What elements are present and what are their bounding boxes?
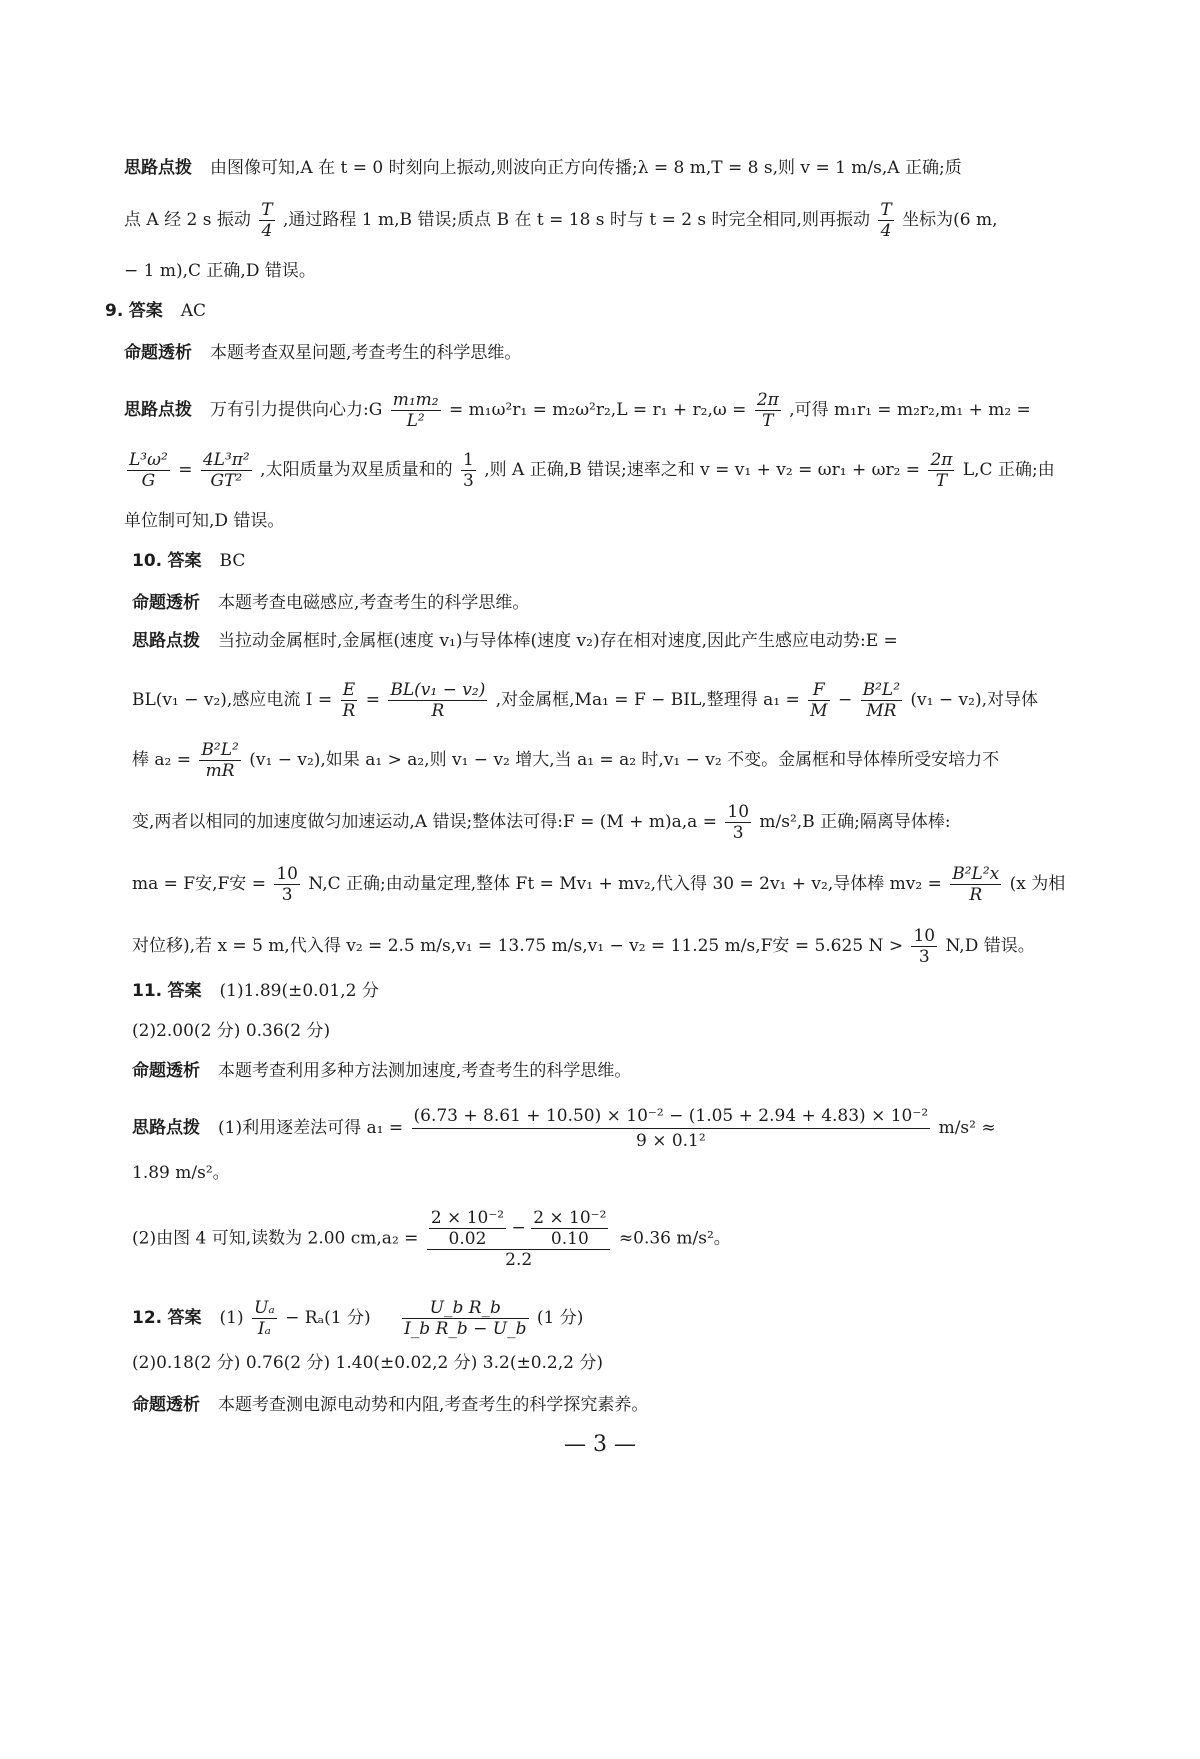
- fraction-bl-over-r: $\frac{\text{BL(v₁ − v₂)}}{R}$: [390, 680, 486, 721]
- q11-answer-2: (2)2.00(2 分) 0.36(2 分): [132, 1021, 331, 1041]
- q9-answer-value: AC: [180, 301, 206, 321]
- q10-text-4b: m/s²,B 正确;隔离导体棒:: [759, 812, 951, 832]
- q11-intent-text: 本题考查利用多种方法测加速度,考查考生的科学思维。: [218, 1061, 632, 1081]
- fraction-a: $\frac{\text{2 × 10⁻²}}{0.02}$: [430, 1208, 505, 1249]
- q10-text-6a: 对位移),若 x = 5 m,代入得 v₂ = 2.5 m/s,v₁ = 13.75 m/s,v₁ − v₂ = 11.25 m/s,F安 = 5.625 N >: [132, 936, 904, 956]
- q8-text-2b: ,通过路程 1 m,B 错误;质点 B 在 t = 18 s 时与 t = 2 s 时完全相同,则再振动: [283, 210, 870, 230]
- hint-label: 思路点拨: [124, 158, 192, 178]
- q11-text-1a: (1)利用逐差法可得 a₁ =: [218, 1118, 404, 1138]
- compound-numerator: [427, 1208, 611, 1250]
- equals-sign: =: [178, 460, 193, 480]
- q8-text-2a: 点 A 经 2 s 振动: [124, 210, 251, 230]
- q11-hint-line-1: [132, 1104, 996, 1153]
- q10-hint-line-6: [132, 926, 1035, 967]
- q12-intent-text: 本题考查测电源电动势和内阻,考查考生的科学探究素养。: [218, 1395, 649, 1415]
- q11-answer-part-1: (1)1.89(±0.01,2 分: [219, 981, 379, 1001]
- q10-intent: [132, 590, 529, 616]
- fraction-m1m2-over-l2: $\frac{\text{m₁m₂}}{\text{L²}}$: [392, 390, 439, 431]
- fraction-b2l2-over-mr: $\frac{\text{B²L²}}{MR}$: [862, 680, 901, 721]
- answer-label: 答案: [167, 981, 202, 1001]
- fraction-t-over-4: $\frac{T}{4}$: [261, 200, 273, 241]
- fraction-compound: [427, 1208, 611, 1270]
- q10-hint-line-4: [132, 802, 951, 843]
- q9-text-2c: L,C 正确;由: [962, 460, 1055, 480]
- q9-text-1a: 万有引力提供向心力:G: [210, 400, 383, 420]
- q9-text-1c: ,可得 m₁r₁ = m₂r₂,m₁ + m₂ =: [789, 400, 1031, 420]
- equals-sign: =: [365, 690, 380, 710]
- q10-answer-value: BC: [219, 551, 246, 571]
- intent-label: 命题透析: [124, 343, 192, 363]
- answer-label: 答案: [167, 551, 202, 571]
- q10-text-5a: ma = F安,F安 =: [132, 874, 266, 894]
- q10-text-3a: 棒 a₂ =: [132, 750, 192, 770]
- hint-label: 思路点拨: [132, 631, 200, 651]
- minus-sign: −: [511, 1218, 526, 1238]
- hint-label: 思路点拨: [132, 1118, 200, 1138]
- q9-intent: [124, 340, 521, 366]
- fraction-10-over-3: $\frac{10}{3}$: [727, 802, 750, 843]
- q9-text-1b: = m₁ω²r₁ = m₂ω²r₂,L = r₁ + r₂,ω =: [449, 400, 747, 420]
- fraction-2pi-over-t: $\frac{2\pi}{T}$: [756, 390, 779, 431]
- q11-hint-line-3: [132, 1208, 731, 1270]
- q11-text-3a: (2)由图 4 可知,读数为 2.00 cm,a₂ =: [132, 1228, 419, 1249]
- q10-text-5c: (x 为相: [1009, 874, 1066, 894]
- q10-hint-line-5: [132, 864, 1065, 905]
- q10-text-5b: N,C 正确;由动量定理,整体 Ft = Mv₁ + mv₂,代入得 30 = 2v₁ + v₂,导体棒 mv₂ =: [308, 874, 942, 894]
- q12-text-1b: − Rₐ(1 分): [285, 1308, 371, 1328]
- intent-label: 命题透析: [132, 593, 200, 613]
- q8-text-2c: 坐标为(6 m,: [902, 210, 998, 230]
- q8-text-1: 由图像可知,A 在 t = 0 时刻向上振动,则波向正方向传播;λ = 8 m,T = 8 s,则 v = 1 m/s,A 正确;质: [210, 158, 962, 178]
- q10-text-3b: (v₁ − v₂),如果 a₁ > a₂,则 v₁ − v₂ 增大,当 a₁ = a₂ 时,v₁ − v₂ 不变。金属框和导体棒所受安培力不: [249, 750, 1000, 770]
- q9-answer: [105, 298, 206, 324]
- q12-intent: [132, 1392, 648, 1418]
- fraction-1-over-3: $\frac{1}{3}$: [462, 450, 474, 491]
- q12-text-1c: (1 分): [536, 1308, 584, 1328]
- intent-label: 命题透析: [132, 1395, 200, 1415]
- hint-label: 思路点拨: [124, 400, 192, 420]
- answer-label: 答案: [167, 1308, 202, 1328]
- q11-answer-1: [132, 978, 379, 1004]
- fraction-b2l2x-over-r: $\frac{\text{B²L²x}}{R}$: [952, 864, 1000, 905]
- q12-answer-1: [132, 1298, 583, 1339]
- q11-text-1b: m/s² ≈: [938, 1118, 996, 1138]
- fraction-b: $\frac{\text{2 × 10⁻²}}{0.10}$: [533, 1208, 607, 1249]
- q12-part-label: (1): [219, 1308, 244, 1328]
- q10-text-1: 当拉动金属框时,金属框(速度 v₁)与导体棒(速度 v₂)存在相对速度,因此产生感应电动势:E =: [218, 631, 898, 651]
- q9-number: 9.: [105, 301, 124, 321]
- fraction-t-over-4-b: $\frac{T}{4}$: [880, 200, 892, 241]
- q8-hint-line-1: [124, 155, 962, 181]
- fraction-f-over-m: $\frac{F}{M}$: [810, 680, 828, 721]
- fraction-4l3pi2-over-gt2: $\frac{\text{4L³π²}}{\text{GT²}}$: [202, 450, 250, 491]
- q9-hint-line-1: [124, 390, 1031, 431]
- q9-text-2b: ,则 A 正确,B 错误;速率之和 v = v₁ + v₂ = ωr₁ + ωr₂ =: [484, 460, 921, 480]
- fraction-ua-over-ia: $\frac{\text{Uₐ}}{\text{Iₐ}}$: [254, 1298, 275, 1339]
- fraction-2pi-over-t-b: $\frac{2\pi}{T}$: [930, 450, 953, 491]
- fraction-10-over-3-c: $\frac{10}{3}$: [913, 926, 936, 967]
- fraction-10-over-3-b: $\frac{10}{3}$: [276, 864, 298, 905]
- fraction-b2l2-over-small-mr: $\frac{\text{B²L²}}{mR}$: [201, 740, 239, 781]
- q9-intent-text: 本题考查双星问题,考查考生的科学思维。: [210, 343, 522, 363]
- q12-number: 12.: [132, 1308, 163, 1328]
- q8-hint-line-3: − 1 m),C 正确,D 错误。: [124, 261, 316, 281]
- fraction-e-over-r: $\frac{E}{R}$: [342, 680, 356, 721]
- q8-hint-line-2: [124, 200, 998, 241]
- q9-hint-line-2: [124, 450, 1055, 491]
- q10-text-2e: (v₁ − v₂),对导体: [910, 690, 1038, 710]
- minus-sign: −: [837, 690, 853, 710]
- q10-text-6b: N,D 错误。: [945, 936, 1035, 956]
- page-number: — 3 —: [564, 1432, 636, 1457]
- q10-hint-line-3: [132, 740, 999, 781]
- q11-intent: [132, 1058, 631, 1084]
- q11-text-3b: ≈0.36 m/s²。: [618, 1228, 731, 1249]
- fraction-l3w2-over-g: $\frac{\text{L³ω²}}{G}$: [129, 450, 168, 491]
- fraction-ubrb: $\frac{\text{U\_b R\_b}}{\text{I\_b R\_b − U\_b}}$: [404, 1298, 527, 1339]
- q10-text-2c: ,对金属框,Ma₁ = F − BIL,整理得 a₁ =: [495, 690, 800, 710]
- q12-answer-2: (2)0.18(2 分) 0.76(2 分) 1.40(±0.02,2 分) 3.2(±0.2,2 分): [132, 1353, 604, 1373]
- q10-number: 10.: [132, 551, 163, 571]
- intent-label: 命题透析: [132, 1061, 200, 1081]
- fraction-successive-difference: $\frac{\text{(6.73 + 8.61 + 10.50) × 10⁻² − (1.05 + 2.94 + 4.83) × 10⁻²}}{\text{9 × 0.1²}}$: [413, 1106, 929, 1151]
- q9-text-2a: ,太阳质量为双星质量和的: [260, 460, 453, 480]
- q11-number: 11.: [132, 981, 163, 1001]
- q10-hint-line-1: [132, 628, 898, 654]
- q10-hint-line-2: [132, 680, 1038, 721]
- answer-label: 答案: [128, 301, 163, 321]
- compound-denominator: 2.2: [505, 1250, 533, 1270]
- q10-answer: [132, 548, 245, 574]
- q11-hint-line-2: 1.89 m/s²。: [132, 1163, 230, 1183]
- q10-text-4a: 变,两者以相同的加速度做匀加速运动,A 错误;整体法可得:F = (M + m)a,a =: [132, 812, 717, 832]
- q9-hint-line-3: 单位制可知,D 错误。: [124, 511, 285, 531]
- q10-text-2a: BL(v₁ − v₂),感应电流 I =: [132, 690, 333, 710]
- q10-intent-text: 本题考查电磁感应,考查考生的科学思维。: [218, 593, 530, 613]
